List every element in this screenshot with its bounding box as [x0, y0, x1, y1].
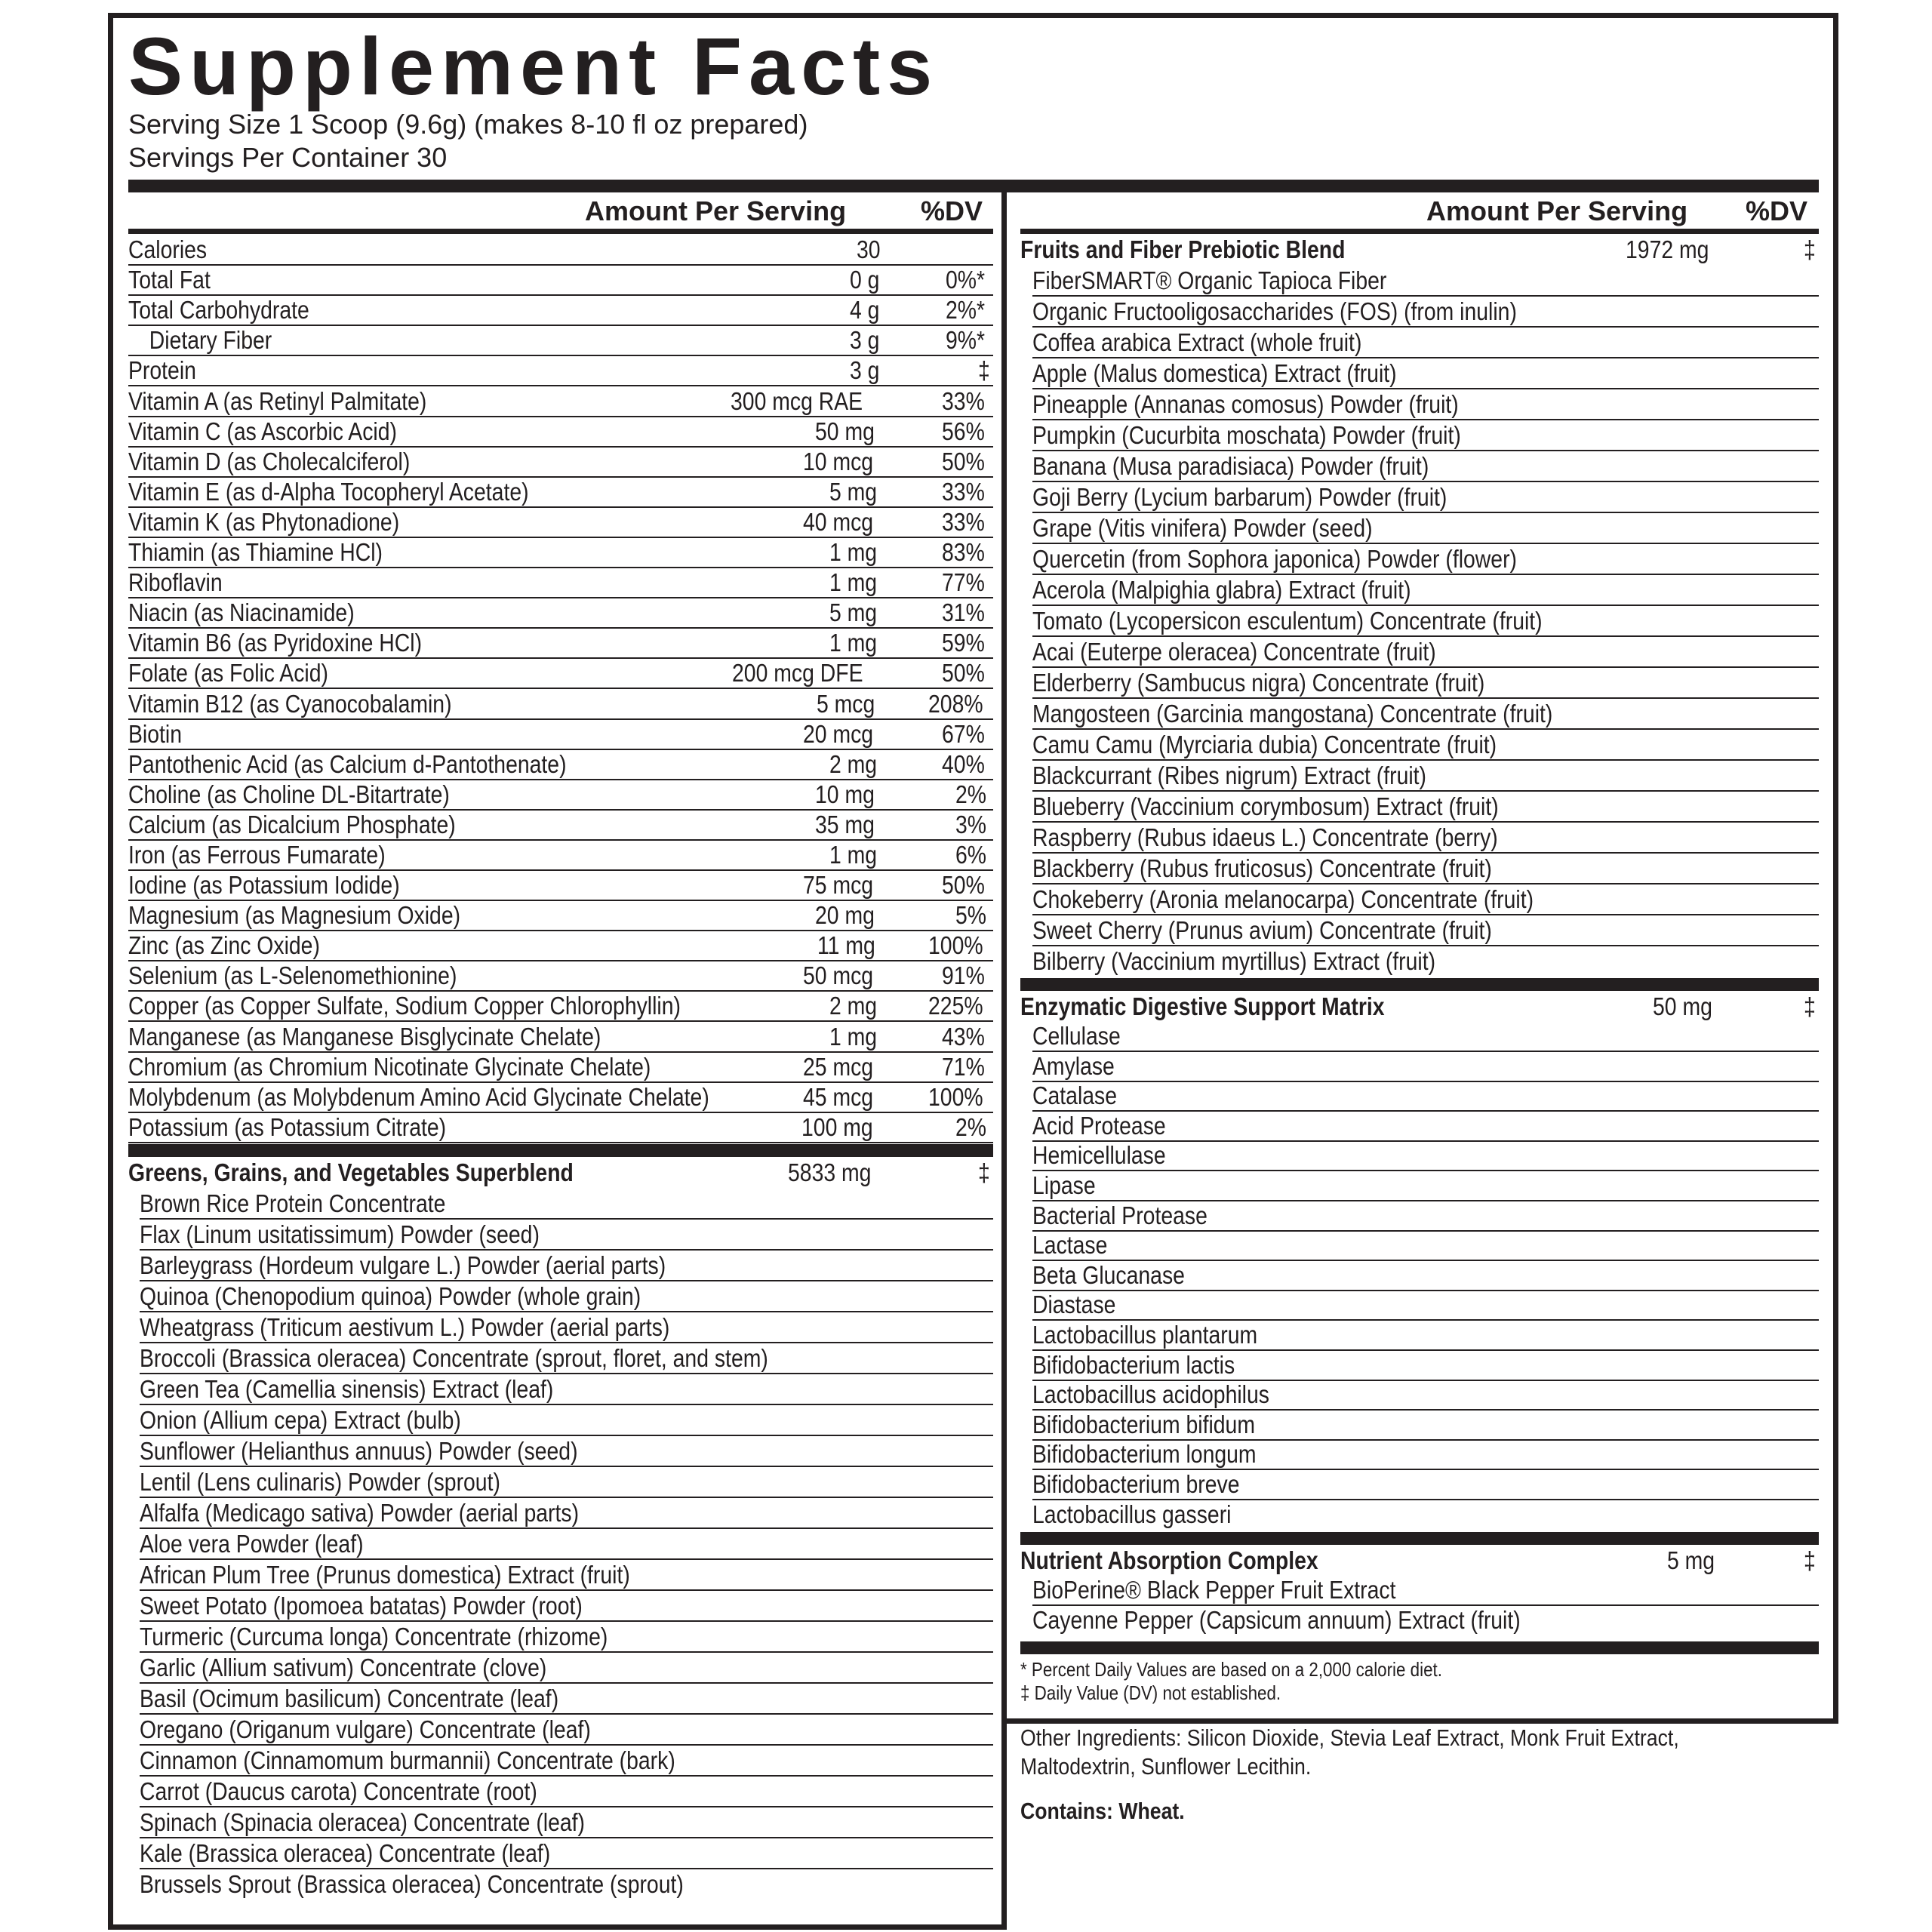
- nutrient-row: [128, 871, 993, 901]
- nutrient-row: [128, 901, 993, 931]
- nutrient-row-amount: 1 mg: [829, 629, 877, 657]
- nutrient-row-label: Vitamin B12 (as Cyanocobalamin): [128, 690, 452, 718]
- nutrient-row-amount: 11 mg: [817, 931, 875, 959]
- absorption-blend-header-amount: 5 mg: [1666, 1546, 1715, 1574]
- nutrient-row-label: Vitamin K (as Phytonadione): [128, 508, 400, 536]
- absorption-blend-rule: [1020, 1532, 1819, 1545]
- absorption-ingredient: [1032, 1606, 1819, 1635]
- nutrient-row-dv: ‡: [977, 356, 990, 384]
- fruits-ingredient: [1032, 668, 1819, 699]
- nutrient-row-label: Pantothenic Acid (as Calcium d-Pantothenate): [128, 750, 567, 778]
- nutrient-row-amount: 20 mcg: [802, 720, 873, 748]
- nutrient-row-dv: 2%: [955, 780, 987, 808]
- nutrient-row-label: Thiamin (as Thiamine HCl): [128, 538, 383, 566]
- greens-ingredient: [140, 1838, 993, 1869]
- nutrient-row-amount: 3 g: [850, 356, 880, 384]
- nutrient-row-amount: 35 mg: [815, 811, 875, 838]
- nutrient-row: [128, 931, 993, 961]
- enzyme-ingredient: [1032, 1500, 1819, 1529]
- absorption-ingredient-label: BioPerine® Black Pepper Fruit Extract: [1032, 1576, 1396, 1604]
- nutrient-row-label: Riboflavin: [128, 568, 223, 596]
- greens-ingredient: [140, 1220, 993, 1251]
- enzyme-ingredient: [1032, 1081, 1819, 1112]
- greens-ingredient: [140, 1251, 993, 1281]
- greens-ingredient-label: Spinach (Spinacia oleracea) Concentrate (leaf): [140, 1808, 586, 1836]
- right-dv-header: %DV: [1746, 195, 1808, 226]
- allergen-statement: Contains: Wheat.: [1020, 1798, 1185, 1824]
- enzyme-ingredient: [1032, 1291, 1819, 1321]
- enzyme-ingredient: [1032, 1171, 1819, 1201]
- fruits-ingredient-label: Pineapple (Annanas comosus) Powder (fruit): [1032, 390, 1459, 418]
- enzyme-ingredient-label: Bifidobacterium breve: [1032, 1470, 1240, 1498]
- greens-ingredient: [140, 1684, 993, 1715]
- greens-ingredient-label: African Plum Tree (Prunus domestica) Extract (fruit): [140, 1561, 630, 1589]
- nutrient-row-label: Calories: [128, 235, 208, 263]
- greens-ingredient: [140, 1653, 993, 1684]
- nutrient-row-label: Potassium (as Potassium Citrate): [128, 1113, 447, 1141]
- greens-ingredient: [140, 1591, 993, 1622]
- greens-ingredient-label: Sweet Potato (Ipomoea batatas) Powder (root): [140, 1592, 583, 1620]
- nutrient-row-amount: 5 mg: [829, 478, 877, 506]
- nutrient-row: [128, 508, 993, 538]
- fruits-ingredient-label: Acerola (Malpighia glabra) Extract (fruit): [1032, 576, 1411, 604]
- right-header-rule: [1020, 229, 1819, 234]
- nutrient-row-dv: 31%: [941, 598, 985, 626]
- nutrient-row-dv: 33%: [941, 508, 985, 536]
- nutrient-row-label: Manganese (as Manganese Bisglycinate Chelate): [128, 1023, 601, 1051]
- greens-ingredient-label: Quinoa (Chenopodium quinoa) Powder (whole grain): [140, 1282, 641, 1310]
- nutrient-row-dv: 77%: [941, 568, 985, 596]
- enzyme-ingredient-label: Bacterial Protease: [1032, 1201, 1208, 1229]
- fruits-ingredient: [1032, 884, 1819, 915]
- nutrient-row-dv: 5%: [955, 901, 987, 929]
- greens-blend-header-label: Greens, Grains, and Vegetables Superblend: [128, 1158, 574, 1186]
- greens-ingredient-label: Broccoli (Brassica oleracea) Concentrate (sprout, floret, and stem): [140, 1344, 768, 1372]
- nutrient-row-dv: 40%: [941, 750, 985, 778]
- greens-ingredient: [140, 1746, 993, 1777]
- greens-ingredient-label: Basil (Ocimum basilicum) Concentrate (leaf): [140, 1684, 559, 1712]
- header-thick-rule: [128, 180, 1819, 192]
- enzyme-ingredient: [1032, 1201, 1819, 1232]
- fruits-ingredient-label: FiberSMART® Organic Tapioca Fiber: [1032, 266, 1387, 294]
- nutrient-row-amount: 300 mcg RAE: [731, 387, 863, 415]
- nutrient-row-amount: 2 mg: [829, 992, 877, 1020]
- nutrient-row: [128, 659, 993, 689]
- fruits-ingredient: [1032, 606, 1819, 637]
- enzyme-blend-rule: [1020, 978, 1819, 991]
- greens-ingredient-label: Onion (Allium cepa) Extract (bulb): [140, 1406, 461, 1434]
- fruits-ingredient-label: Raspberry (Rubus idaeus L.) Concentrate (berry): [1032, 823, 1498, 851]
- fruits-ingredient-label: Banana (Musa paradisiaca) Powder (fruit): [1032, 452, 1429, 480]
- nutrient-row-dv: 50%: [941, 448, 985, 475]
- greens-blend-rule: [128, 1144, 993, 1157]
- nutrient-row: [128, 568, 993, 598]
- enzyme-ingredient-label: Acid Protease: [1032, 1112, 1166, 1140]
- nutrient-row: [128, 992, 993, 1022]
- label-border-bottom-left: [108, 1924, 1006, 1930]
- fruits-ingredient-label: Camu Camu (Myrciaria dubia) Concentrate (fruit): [1032, 731, 1497, 758]
- fruits-ingredient-label: Blackcurrant (Ribes nigrum) Extract (fruit): [1032, 761, 1427, 789]
- nutrient-row-dv: 71%: [941, 1053, 985, 1081]
- nutrient-row: [128, 811, 993, 841]
- fruits-ingredient: [1032, 358, 1819, 389]
- nutrient-row-amount: 30: [857, 235, 881, 263]
- greens-ingredient-label: Flax (Linum usitatissimum) Powder (seed): [140, 1220, 540, 1248]
- serving-size: Serving Size 1 Scoop (9.6g) (makes 8-10 fl oz prepared): [128, 109, 808, 140]
- fruits-ingredient-label: Apple (Malus domestica) Extract (fruit): [1032, 359, 1397, 387]
- fruits-ingredient: [1032, 699, 1819, 730]
- nutrient-row-amount: 1 mg: [829, 1023, 877, 1051]
- fruits-ingredient: [1032, 328, 1819, 358]
- enzyme-ingredient-label: Lactobacillus gasseri: [1032, 1500, 1232, 1528]
- nutrient-row-label: Total Fat: [128, 266, 211, 294]
- nutrient-row: [128, 598, 993, 629]
- nutrient-row: [128, 266, 993, 296]
- enzyme-ingredient-label: Diastase: [1032, 1291, 1116, 1318]
- greens-ingredient: [140, 1467, 993, 1498]
- fruits-ingredient-label: Goji Berry (Lycium barbarum) Powder (fruit): [1032, 483, 1447, 511]
- enzyme-ingredient: [1032, 1112, 1819, 1142]
- nutrient-row-label: Folate (as Folic Acid): [128, 659, 328, 687]
- enzyme-ingredient-label: Cellulase: [1032, 1022, 1121, 1050]
- nutrient-row-dv: 56%: [941, 417, 985, 445]
- greens-ingredient-label: Wheatgrass (Triticum aestivum L.) Powder (aerial parts): [140, 1313, 670, 1341]
- nutrient-row-label: Choline (as Choline DL-Bitartrate): [128, 780, 450, 808]
- nutrient-row-dv: 100%: [928, 1083, 983, 1111]
- greens-ingredient: [140, 1807, 993, 1838]
- fruits-ingredient: [1032, 575, 1819, 606]
- nutrient-row-label: Calcium (as Dicalcium Phosphate): [128, 811, 456, 838]
- nutrient-row: [128, 1083, 993, 1113]
- label-border-bottom-right: [1001, 1718, 1838, 1724]
- nutrient-row: [128, 1023, 993, 1053]
- nutrient-row-dv: 100%: [928, 931, 983, 959]
- fruits-ingredient: [1032, 482, 1819, 513]
- nutrient-row-label: Iodine (as Potassium Iodide): [128, 871, 400, 899]
- absorption-ingredient-label: Cayenne Pepper (Capsicum annuum) Extract (fruit): [1032, 1606, 1521, 1634]
- fruits-ingredient: [1032, 915, 1819, 946]
- left-dv-header: %DV: [921, 195, 983, 226]
- fruits-ingredient: [1032, 637, 1819, 668]
- fruits-ingredient: [1032, 389, 1819, 420]
- greens-ingredient: [140, 1622, 993, 1653]
- nutrient-row-label: Chromium (as Chromium Nicotinate Glycinate Chelate): [128, 1053, 651, 1081]
- nutrient-row-amount: 1 mg: [829, 538, 877, 566]
- nutrient-row: [128, 417, 993, 448]
- fruits-ingredient: [1032, 730, 1819, 761]
- nutrient-row-amount: 100 mg: [801, 1113, 873, 1141]
- nutrient-row-amount: 1 mg: [829, 841, 877, 869]
- nutrient-row-label: Vitamin A (as Retinyl Palmitate): [128, 387, 427, 415]
- enzyme-ingredient: [1032, 1321, 1819, 1351]
- nutrient-row-dv: 91%: [941, 961, 985, 989]
- greens-ingredient-label: Turmeric (Curcuma longa) Concentrate (rhizome): [140, 1623, 608, 1651]
- nutrient-row-label: Biotin: [128, 720, 183, 748]
- nutrient-row-amount: 40 mcg: [802, 508, 873, 536]
- nutrient-row-dv: 33%: [941, 387, 985, 415]
- fruits-ingredient-label: Sweet Cherry (Prunus avium) Concentrate (fruit): [1032, 916, 1492, 944]
- enzyme-blend-header-amount: 50 mg: [1653, 992, 1713, 1020]
- greens-ingredient: [140, 1869, 993, 1899]
- greens-ingredient-label: Carrot (Daucus carota) Concentrate (root): [140, 1777, 537, 1805]
- greens-ingredient-label: Aloe vera Powder (leaf): [140, 1530, 364, 1558]
- nutrient-row: [128, 538, 993, 568]
- nutrient-row: [128, 841, 993, 871]
- enzyme-ingredient-label: Amylase: [1032, 1052, 1115, 1080]
- nutrient-row-amount: 0 g: [850, 266, 880, 294]
- absorption-blend-header-dv: ‡: [1803, 1546, 1816, 1574]
- nutrient-row-dv: 83%: [941, 538, 985, 566]
- fruits-ingredient: [1032, 451, 1819, 482]
- greens-blend-header-amount: 5833 mg: [787, 1158, 872, 1186]
- nutrient-row-dv: 208%: [928, 690, 983, 718]
- nutrient-row-label: Vitamin B6 (as Pyridoxine HCl): [128, 629, 423, 657]
- enzyme-ingredient-label: Bifidobacterium bifidum: [1032, 1411, 1255, 1438]
- greens-ingredient: [140, 1374, 993, 1405]
- enzyme-ingredient: [1032, 1380, 1819, 1411]
- enzyme-ingredient: [1032, 1141, 1819, 1171]
- fruits-ingredient: [1032, 792, 1819, 823]
- nutrient-row-label: Copper (as Copper Sulfate, Sodium Copper Chlorophyllin): [128, 992, 681, 1020]
- nutrient-row-dv: 43%: [941, 1023, 985, 1051]
- nutrient-row-dv: 33%: [941, 478, 985, 506]
- nutrient-row-amount: 5 mg: [829, 598, 877, 626]
- nutrient-row-amount: 45 mcg: [802, 1083, 873, 1111]
- enzyme-ingredient-label: Lactobacillus plantarum: [1032, 1321, 1258, 1349]
- greens-ingredient-label: Barleygrass (Hordeum vulgare L.) Powder (aerial parts): [140, 1251, 666, 1279]
- greens-ingredient: [140, 1560, 993, 1591]
- greens-ingredient-label: Cinnamon (Cinnamomum burmannii) Concentrate (bark): [140, 1746, 675, 1774]
- nutrient-row: [128, 750, 993, 780]
- fruits-ingredient: [1032, 761, 1819, 792]
- nutrient-row-amount: 50 mg: [815, 417, 875, 445]
- nutrient-row-amount: 25 mcg: [802, 1053, 873, 1081]
- fruits-blend-header-dv: ‡: [1803, 235, 1816, 263]
- other-ingredients-line-2: Maltodextrin, Sunflower Lecithin.: [1020, 1753, 1312, 1780]
- nutrient-row-dv: 9%*: [946, 326, 986, 354]
- greens-ingredient-label: Green Tea (Camellia sinensis) Extract (leaf): [140, 1375, 554, 1403]
- absorption-ingredient: [1032, 1576, 1819, 1606]
- fruits-ingredient: [1032, 544, 1819, 575]
- other-ingredients-line-1: Other Ingredients: Silicon Dioxide, Stevia Leaf Extract, Monk Fruit Extract,: [1020, 1724, 1679, 1751]
- absorption-blend-header-label: Nutrient Absorption Complex: [1020, 1546, 1318, 1574]
- nutrient-row: [128, 235, 993, 266]
- nutrient-row-label: Iron (as Ferrous Fumarate): [128, 841, 386, 869]
- fruits-ingredient-label: Tomato (Lycopersicon esculentum) Concentrate (fruit): [1032, 607, 1543, 635]
- fruits-blend-header-amount: 1972 mg: [1625, 235, 1709, 263]
- nutrient-row: [128, 780, 993, 811]
- enzyme-ingredient-label: Bifidobacterium longum: [1032, 1440, 1257, 1468]
- nutrient-row-dv: 67%: [941, 720, 985, 748]
- nutrient-row-amount: 200 mcg DFE: [732, 659, 863, 687]
- fruits-ingredient: [1032, 266, 1819, 297]
- footnote-dv-basis: * Percent Daily Values are based on a 2,000 calorie diet.: [1020, 1658, 1442, 1681]
- greens-ingredient: [140, 1498, 993, 1529]
- enzyme-ingredient: [1032, 1052, 1819, 1082]
- fruits-ingredient: [1032, 854, 1819, 884]
- nutrient-row-amount: 3 g: [850, 326, 880, 354]
- enzyme-blend-header-dv: ‡: [1803, 992, 1816, 1020]
- nutrient-row-amount: 20 mg: [815, 901, 875, 929]
- fruits-blend-header-label: Fruits and Fiber Prebiotic Blend: [1020, 235, 1346, 263]
- enzyme-ingredient: [1032, 1231, 1819, 1261]
- left-amount-header: Amount Per Serving: [585, 195, 847, 226]
- nutrient-row-dv: 2%: [955, 1113, 987, 1141]
- greens-ingredient-label: Sunflower (Helianthus annuus) Powder (seed): [140, 1437, 578, 1465]
- enzyme-ingredient-label: Lactobacillus acidophilus: [1032, 1380, 1269, 1408]
- fruits-ingredient-label: Grape (Vitis vinifera) Powder (seed): [1032, 514, 1373, 542]
- footnote-dv-not-established: ‡ Daily Value (DV) not established.: [1020, 1681, 1281, 1704]
- nutrient-row-amount: 5 mcg: [817, 690, 875, 718]
- label-border-top: [108, 13, 1838, 18]
- greens-ingredient-label: Brown Rice Protein Concentrate: [140, 1189, 446, 1217]
- label-border-left: [108, 13, 113, 1930]
- fruits-ingredient-label: Blueberry (Vaccinium corymbosum) Extract (fruit): [1032, 792, 1499, 820]
- servings-per-container: Servings Per Container 30: [128, 142, 448, 173]
- absorption-blend-header: [1020, 1546, 1819, 1575]
- greens-ingredient: [140, 1189, 993, 1220]
- nutrient-row-label: Vitamin E (as d-Alpha Tocopheryl Acetate): [128, 478, 529, 506]
- nutrient-row-dv: 0%*: [946, 266, 986, 294]
- nutrient-row-label: Dietary Fiber: [137, 326, 272, 354]
- enzyme-ingredient-label: Catalase: [1032, 1081, 1118, 1109]
- fruits-ingredient: [1032, 513, 1819, 544]
- nutrient-row-dv: 50%: [941, 871, 985, 899]
- nutrient-row-label: Vitamin C (as Ascorbic Acid): [128, 417, 397, 445]
- nutrient-row-label: Molybdenum (as Molybdenum Amino Acid Glycinate Chelate): [128, 1083, 709, 1111]
- enzyme-ingredient-label: Beta Glucanase: [1032, 1261, 1185, 1289]
- enzyme-blend-header-label: Enzymatic Digestive Support Matrix: [1020, 992, 1385, 1020]
- fruits-ingredient-label: Pumpkin (Cucurbita moschata) Powder (fruit): [1032, 421, 1461, 449]
- nutrient-row: [128, 478, 993, 508]
- nutrient-row-label: Protein: [128, 356, 196, 384]
- enzyme-ingredient-label: Lipase: [1032, 1171, 1096, 1199]
- greens-ingredient: [140, 1343, 993, 1374]
- nutrient-row-dv: 6%: [955, 841, 987, 869]
- greens-ingredient-label: Garlic (Allium sativum) Concentrate (clove): [140, 1654, 547, 1681]
- nutrient-row-dv: 2%*: [946, 296, 986, 324]
- greens-ingredient: [140, 1281, 993, 1312]
- fruits-ingredient: [1032, 946, 1819, 976]
- greens-ingredient-label: Lentil (Lens culinaris) Powder (sprout): [140, 1468, 500, 1496]
- enzyme-ingredient: [1032, 1022, 1819, 1052]
- greens-ingredient-label: Kale (Brassica oleracea) Concentrate (leaf): [140, 1839, 551, 1867]
- nutrient-row-amount: 4 g: [850, 296, 880, 324]
- nutrient-row-label: Zinc (as Zinc Oxide): [128, 931, 320, 959]
- greens-ingredient: [140, 1529, 993, 1560]
- nutrient-row-label: Selenium (as L-Selenomethionine): [128, 961, 457, 989]
- nutrient-row-label: Niacin (as Niacinamide): [128, 598, 355, 626]
- nutrient-row-label: Total Carbohydrate: [128, 296, 309, 324]
- fruits-ingredient-label: Quercetin (from Sophora japonica) Powder (flower): [1032, 545, 1517, 573]
- nutrient-row: [128, 629, 993, 659]
- fruits-ingredient: [1032, 297, 1819, 328]
- nutrient-row-amount: 1 mg: [829, 568, 877, 596]
- enzyme-ingredient: [1032, 1440, 1819, 1470]
- greens-ingredient: [140, 1777, 993, 1807]
- nutrient-row: [128, 326, 993, 356]
- fruits-ingredient-label: Chokeberry (Aronia melanocarpa) Concentrate (fruit): [1032, 885, 1534, 913]
- nutrient-row-dv: 50%: [941, 659, 985, 687]
- greens-ingredient: [140, 1405, 993, 1436]
- greens-ingredient: [140, 1436, 993, 1467]
- fruits-ingredient-label: Elderberry (Sambucus nigra) Concentrate (fruit): [1032, 669, 1485, 697]
- nutrient-row-amount: 10 mg: [815, 780, 875, 808]
- nutrient-row-dv: 59%: [941, 629, 985, 657]
- enzyme-ingredient-label: Lactase: [1032, 1231, 1108, 1259]
- nutrient-row: [128, 1053, 993, 1083]
- nutrient-row-amount: 10 mcg: [802, 448, 873, 475]
- nutrient-row-label: Magnesium (as Magnesium Oxide): [128, 901, 461, 929]
- fruits-ingredient-label: Coffea arabica Extract (whole fruit): [1032, 328, 1362, 356]
- fruits-ingredient-label: Blackberry (Rubus fruticosus) Concentrate (fruit): [1032, 854, 1492, 882]
- enzyme-blend-header: [1020, 992, 1819, 1021]
- nutrient-row: [128, 720, 993, 750]
- enzyme-ingredient: [1032, 1351, 1819, 1381]
- fruits-blend-header: [1020, 235, 1819, 264]
- greens-ingredient-label: Alfalfa (Medicago sativa) Powder (aerial parts): [140, 1499, 580, 1527]
- column-divider: [1001, 192, 1007, 1930]
- nutrient-row-label: Vitamin D (as Cholecalciferol): [128, 448, 411, 475]
- left-header-rule: [128, 229, 993, 234]
- label-title: Supplement Facts: [128, 20, 940, 112]
- greens-ingredient-label: Oregano (Origanum vulgare) Concentrate (leaf): [140, 1715, 591, 1743]
- label-border-right: [1833, 13, 1838, 1723]
- nutrient-row-dv: 225%: [928, 992, 983, 1020]
- enzyme-ingredient-label: Bifidobacterium lactis: [1032, 1351, 1235, 1379]
- greens-ingredient: [140, 1312, 993, 1343]
- enzyme-ingredient: [1032, 1470, 1819, 1500]
- fruits-ingredient: [1032, 420, 1819, 451]
- fruits-ingredient-label: Organic Fructooligosaccharides (FOS) (from inulin): [1032, 297, 1517, 325]
- nutrient-row: [128, 296, 993, 326]
- nutrient-row: [128, 387, 993, 417]
- nutrient-row-amount: 50 mcg: [802, 961, 873, 989]
- nutrient-row: [128, 448, 993, 478]
- fruits-ingredient-label: Bilberry (Vaccinium myrtillus) Extract (fruit): [1032, 947, 1436, 975]
- nutrient-row: [128, 961, 993, 992]
- nutrient-row-amount: 75 mcg: [802, 871, 873, 899]
- enzyme-ingredient: [1032, 1261, 1819, 1291]
- enzyme-ingredient: [1032, 1411, 1819, 1441]
- enzyme-ingredient-label: Hemicellulase: [1032, 1141, 1166, 1169]
- greens-blend-header-dv: ‡: [977, 1158, 990, 1186]
- greens-ingredient-label: Brussels Sprout (Brassica oleracea) Concentrate (sprout): [140, 1870, 684, 1898]
- fruits-ingredient: [1032, 823, 1819, 854]
- fruits-ingredient-label: Acai (Euterpe oleracea) Concentrate (fruit): [1032, 638, 1436, 666]
- nutrient-row: [128, 356, 993, 386]
- nutrient-row-dv: 3%: [955, 811, 987, 838]
- fruits-ingredient-label: Mangosteen (Garcinia mangostana) Concentrate (fruit): [1032, 700, 1553, 728]
- right-amount-header: Amount Per Serving: [1426, 195, 1688, 226]
- nutrient-row: [128, 690, 993, 720]
- nutrient-row: [128, 1113, 993, 1143]
- nutrient-row-amount: 2 mg: [829, 750, 877, 778]
- greens-blend-header: [128, 1158, 993, 1187]
- footnote-thick-rule: [1020, 1641, 1819, 1654]
- greens-ingredient: [140, 1715, 993, 1746]
